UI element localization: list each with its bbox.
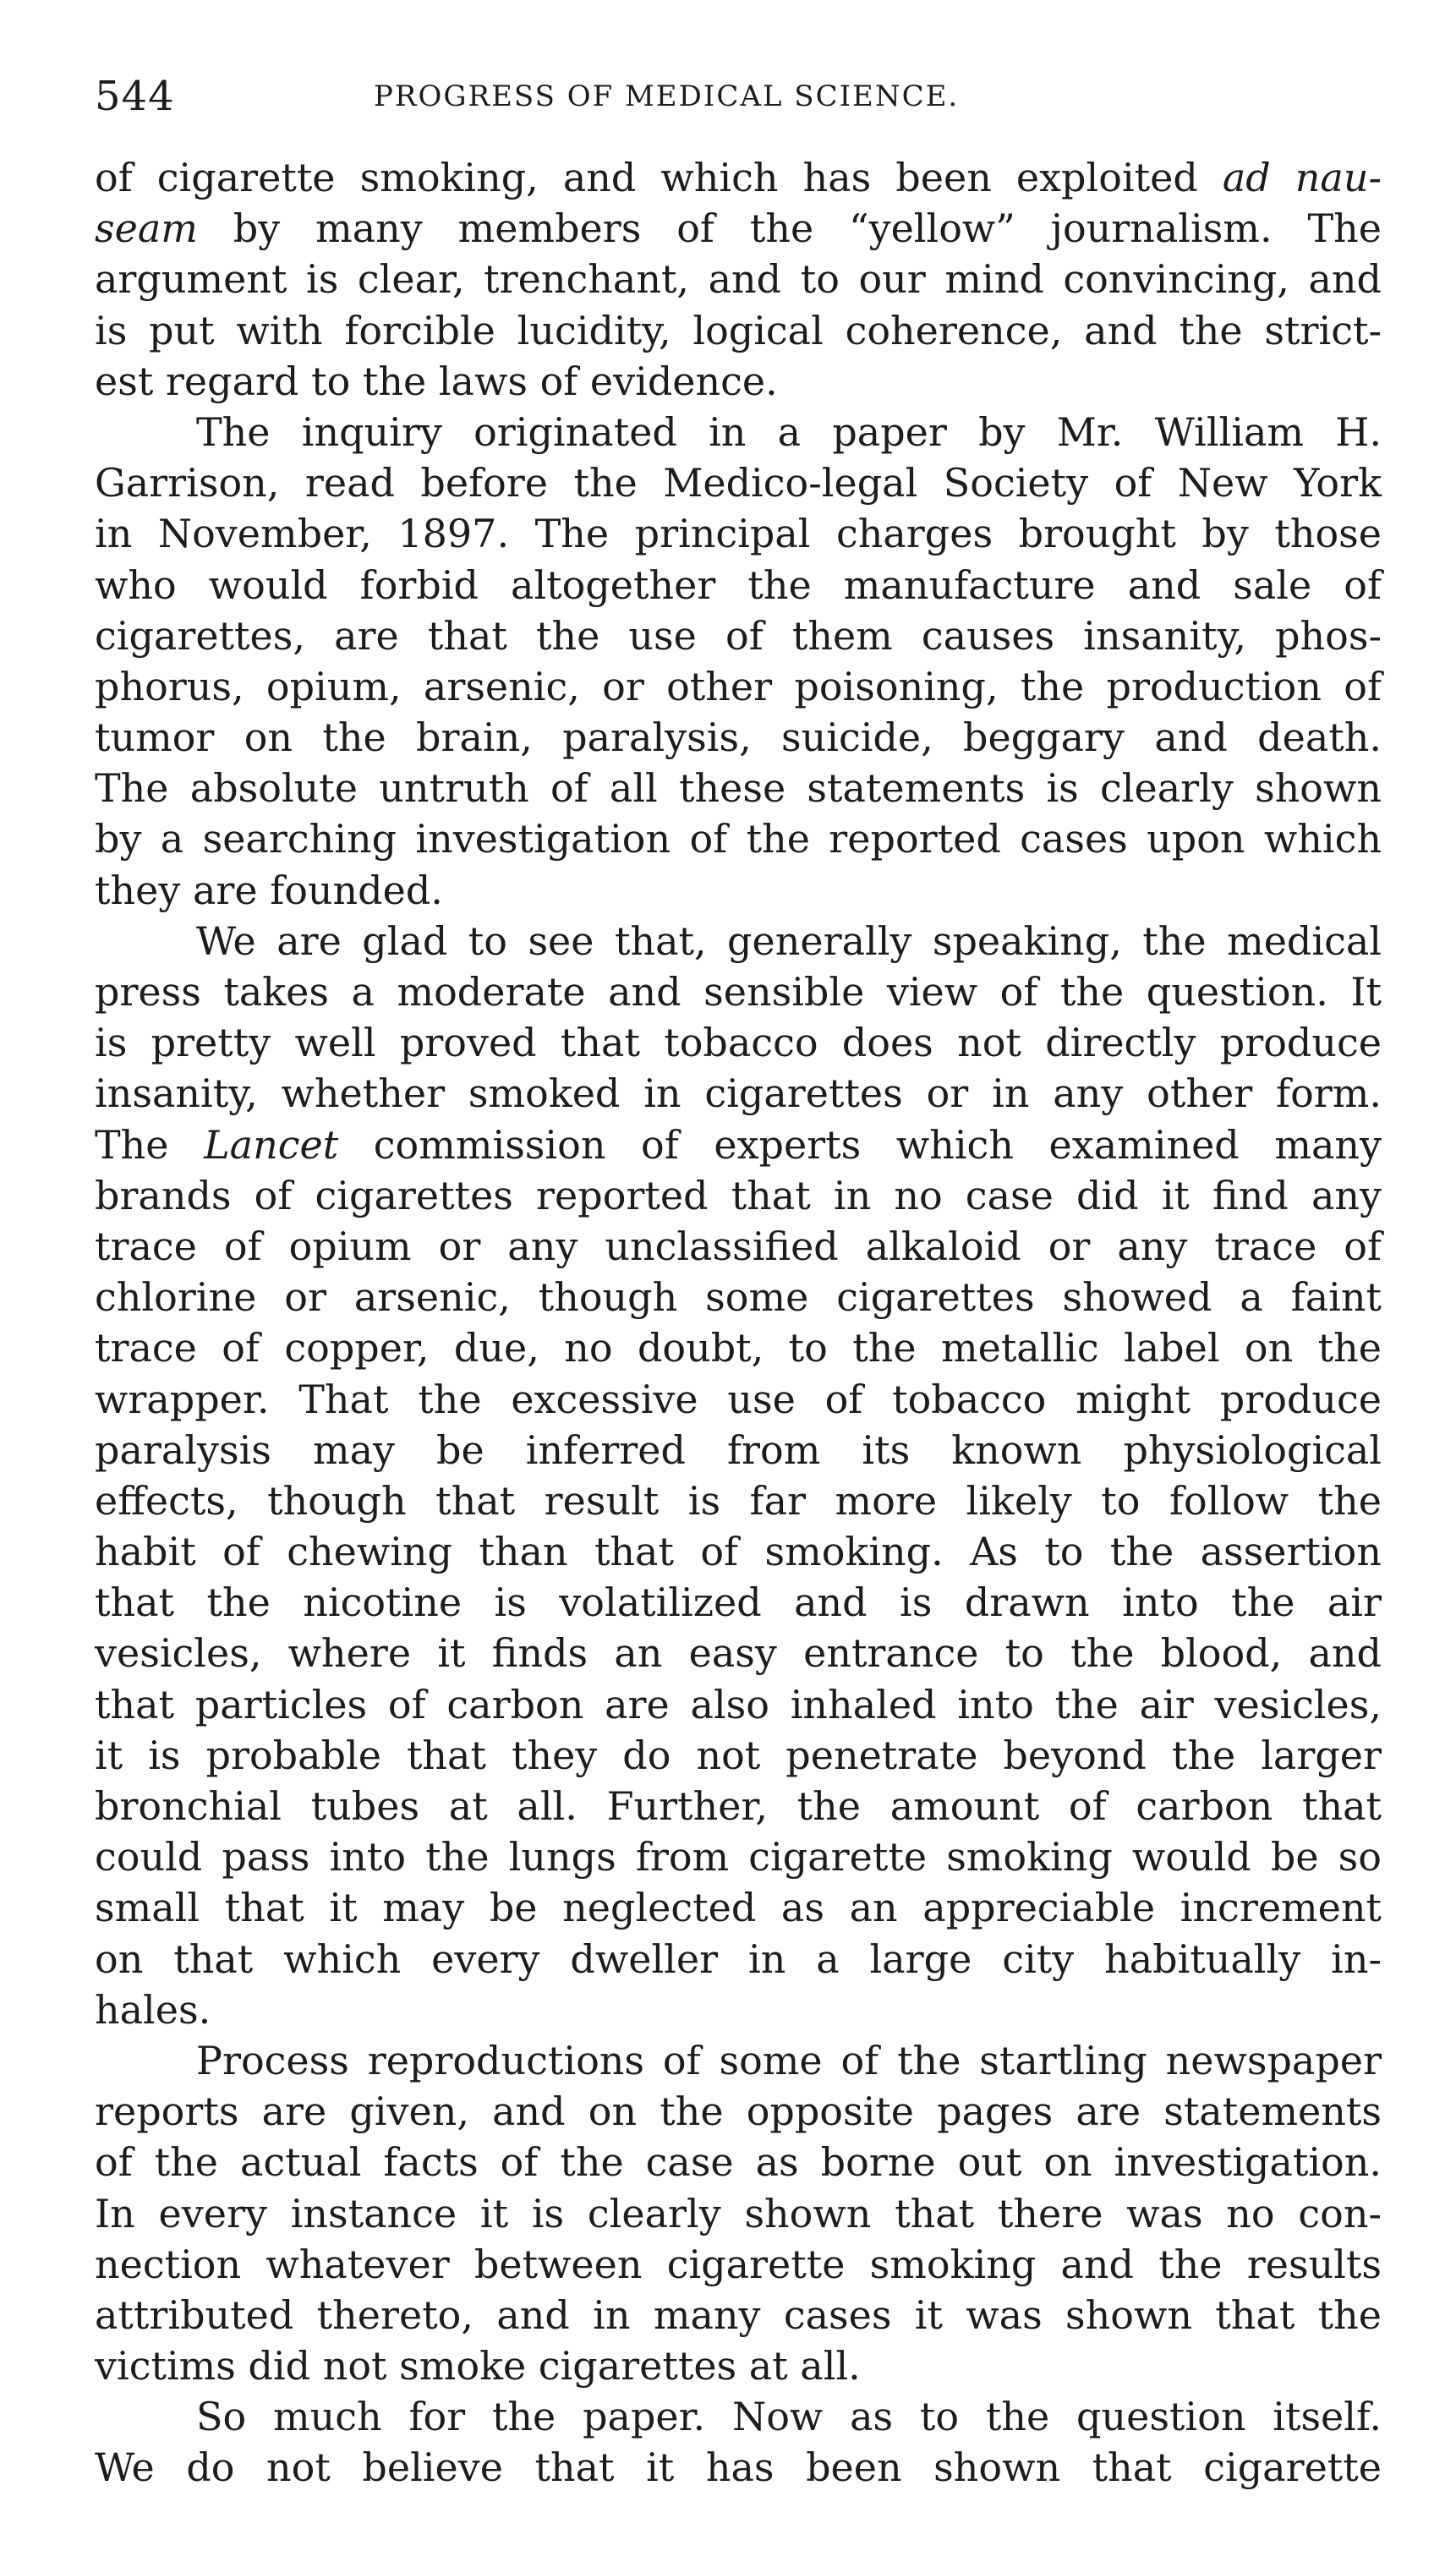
text-line-segment: seam by many members of the “yellow” journalism. The	[95, 205, 1382, 252]
text-line	[95, 1831, 1382, 1882]
text-line	[95, 1272, 1382, 1322]
text-line-segment: cigarettes, are that the use of them causes insanity, phos-	[95, 612, 1382, 659]
text-line	[95, 1322, 1382, 1373]
text-line-segment: that particles of carbon are also inhaled into the air vesicles,	[95, 1681, 1382, 1727]
text-line	[95, 2035, 1382, 2086]
text-line	[95, 1526, 1382, 1577]
text-line	[95, 763, 1382, 813]
text-line	[95, 610, 1382, 661]
text-line	[95, 661, 1382, 712]
running-title: PROGRESS OF MEDICAL SCIENCE.	[374, 79, 960, 113]
text-line-segment: tumor on the brain, paralysis, suicide, beggary and death.	[95, 714, 1382, 761]
text-line-segment: could pass into the lungs from cigarette smoking would be so	[95, 1834, 1382, 1880]
text-line-segment: of cigarette smoking, and which has been exploited ad nau-	[95, 155, 1382, 200]
text-line	[95, 457, 1382, 508]
text-line-segment: of the actual facts of the case as borne out on investigation.	[95, 2139, 1382, 2186]
italic-text: seam	[95, 205, 198, 252]
text-line	[95, 712, 1382, 763]
text-line-segment: trace of opium or any unclassified alkaloid or any trace of	[95, 1223, 1382, 1269]
text-line	[95, 152, 1382, 203]
text-line	[95, 2442, 1382, 2493]
text-line	[95, 1221, 1382, 1272]
text-line-segment: paralysis may be inferred from its known physiological	[95, 1426, 1382, 1473]
text-line	[95, 2188, 1382, 2239]
text-line	[95, 1730, 1382, 1781]
text-line	[95, 560, 1382, 610]
text-line-segment: small that it may be neglected as an appreciable increment	[95, 1885, 1382, 1931]
text-line-segment: on that which every dweller in a large city habitually in-	[95, 1935, 1382, 1982]
text-line	[95, 2391, 1382, 2442]
text-line	[95, 2137, 1382, 2187]
text-line	[95, 407, 1382, 457]
text-line-segment: We do not believe that it has been shown that cigarette	[95, 2444, 1382, 2491]
text-line-segment: Garrison, read before the Medico-legal Society of New York	[95, 460, 1382, 506]
text-line-segment: is put with forcible lucidity, logical coherence, and the strict-	[95, 307, 1382, 353]
text-line-segment: vesicles, where it finds an easy entrance to the blood, and	[95, 1630, 1382, 1677]
text-line-segment: press takes a moderate and sensible view of the question. It	[95, 969, 1382, 1015]
text-line	[95, 1120, 1382, 1170]
text-line	[95, 1781, 1382, 1831]
text-line	[95, 916, 1382, 966]
text-line-segment: bronchial tubes at all. Further, the amount of carbon that	[95, 1783, 1382, 1829]
body-text	[95, 152, 1382, 2494]
text-line-segment: effects, though that result is far more likely to follow the	[95, 1477, 1382, 1524]
text-line	[95, 2340, 1382, 2391]
text-line-segment: is pretty well proved that tobacco does not directly produce	[95, 1020, 1382, 1066]
text-line	[95, 865, 1382, 916]
text-line	[95, 356, 1382, 407]
text-line-segment: In every instance it is clearly shown that there was no con-	[95, 2190, 1382, 2236]
text-line-segment: We are glad to see that, generally speaking, the medical	[196, 917, 1382, 964]
text-line	[95, 203, 1382, 254]
text-line-segment: who would forbid altogether the manufacture and sale of	[95, 561, 1382, 608]
text-line	[95, 1374, 1382, 1425]
text-line-segment: phorus, opium, arsenic, or other poisoning, the production of	[95, 663, 1382, 709]
text-line	[95, 1679, 1382, 1730]
italic-text: Lancet	[204, 1121, 339, 1168]
text-line	[95, 1068, 1382, 1119]
page-header	[95, 68, 1380, 127]
text-line-segment: hales.	[95, 1986, 211, 2033]
text-line	[95, 1017, 1382, 1068]
text-line-segment: nection whatever between cigarette smoking and the results	[95, 2241, 1382, 2287]
text-line-segment: that the nicotine is volatilized and is drawn into the air	[95, 1579, 1382, 1626]
text-line-segment: trace of copper, due, no doubt, to the metallic label on the	[95, 1325, 1382, 1371]
text-line	[95, 1984, 1382, 2035]
text-line	[95, 1170, 1382, 1221]
text-line	[95, 1882, 1382, 1933]
text-line-segment: victims did not smoke cigarettes at all.	[95, 2343, 861, 2390]
text-line-segment: brands of cigarettes reported that in no case did it find any	[95, 1172, 1382, 1218]
text-line	[95, 966, 1382, 1017]
text-line	[95, 1425, 1382, 1475]
text-line-segment: The inquiry originated in a paper by Mr. William H.	[196, 408, 1382, 455]
text-line	[95, 813, 1382, 864]
text-line-segment: it is probable that they do not penetrate beyond the larger	[95, 1732, 1382, 1778]
text-line-segment: reports are given, and on the opposite pages are statements	[95, 2089, 1382, 2135]
text-line	[95, 2086, 1382, 2137]
text-line-segment: they are founded.	[95, 867, 443, 913]
text-line	[95, 1475, 1382, 1526]
text-line-segment: habit of chewing than that of smoking. As to the assertion	[95, 1529, 1382, 1575]
text-line-segment: est regard to the laws of evidence.	[95, 358, 778, 404]
italic-text: ad nau-	[1222, 155, 1382, 200]
text-line-segment: The Lancet commission of experts which examined many	[95, 1121, 1382, 1168]
page-number: 544	[95, 73, 175, 120]
text-line-segment: insanity, whether smoked in cigarettes or in any other form.	[95, 1070, 1382, 1117]
text-line-segment: in November, 1897. The principal charges brought by those	[95, 511, 1382, 557]
text-line-segment: attributed thereto, and in many cases it was shown that the	[95, 2291, 1382, 2338]
text-line	[95, 1577, 1382, 1628]
text-line-segment: The absolute untruth of all these statements is clearly shown	[95, 765, 1382, 812]
text-line-segment: Process reproductions of some of the startling newspaper	[196, 2037, 1382, 2083]
text-line-segment: So much for the paper. Now as to the question itself.	[196, 2394, 1382, 2440]
text-line	[95, 305, 1382, 356]
text-line	[95, 2290, 1382, 2340]
text-line-segment: chlorine or arsenic, though some cigarettes showed a faint	[95, 1274, 1382, 1321]
text-line-segment: by a searching investigation of the reported cases upon which	[95, 816, 1382, 862]
text-line	[95, 2239, 1382, 2290]
text-line-segment: wrapper. That the excessive use of tobacco might produce	[95, 1376, 1382, 1422]
text-line	[95, 508, 1382, 559]
text-line-segment: argument is clear, trenchant, and to our mind convincing, and	[95, 256, 1382, 303]
text-line	[95, 254, 1382, 304]
text-line	[95, 1628, 1382, 1678]
text-line	[95, 1934, 1382, 1984]
